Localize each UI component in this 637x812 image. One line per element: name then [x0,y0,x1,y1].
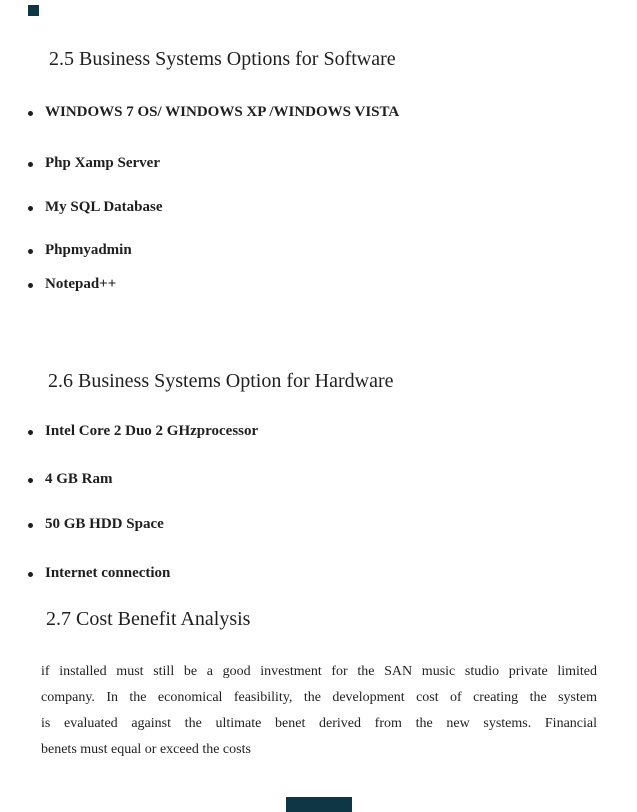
list-item-label: Php Xamp Server [45,155,160,171]
list-item [28,517,164,532]
body-paragraph [41,659,597,763]
paragraph-line: is evaluated against the ultimate benet derived from the new systems. Financial [41,716,597,731]
bullet-icon [28,111,33,116]
paragraph-line: company. In the economical feasibility, the development cost of creating the system [41,690,597,705]
section-heading-cost-benefit: 2.7 Cost Benefit Analysis [46,608,251,630]
list-item [28,105,399,120]
corner-redaction-mark [28,5,39,16]
list-item [28,200,163,215]
list-item [28,277,116,292]
list-item [28,566,170,581]
list-item-label: Internet connection [45,565,171,581]
list-item-label: My SQL Database [45,199,163,215]
section-heading-software: 2.5 Business Systems Options for Software [49,48,396,70]
bullet-icon [28,283,33,288]
bullet-icon [28,206,33,211]
bullet-icon [28,249,33,254]
list-item [28,472,113,487]
list-item [28,424,258,439]
list-item-label: Phpmyadmin [45,242,132,258]
list-item-label: 4 GB Ram [45,471,113,487]
list-item [28,156,160,171]
list-item-label: 50 GB HDD Space [45,516,164,532]
bullet-icon [28,478,33,483]
paragraph-line: if installed must still be a good investment for the SAN music studio private limited [41,664,597,679]
paragraph-line: benets must equal or exceed the costs [41,742,251,757]
bullet-icon [28,162,33,167]
page-number-redaction-bar [286,797,352,812]
bullet-icon [28,523,33,528]
bullet-icon [28,430,33,435]
list-item-label: Intel Core 2 Duo 2 GHzprocessor [45,423,259,439]
section-heading-hardware: 2.6 Business Systems Option for Hardware [48,370,394,392]
bullet-icon [28,572,33,577]
list-item [28,243,132,258]
list-item-label: Notepad++ [45,276,117,292]
list-item-label: WINDOWS 7 OS/ WINDOWS XP /WINDOWS VISTA [45,104,400,120]
